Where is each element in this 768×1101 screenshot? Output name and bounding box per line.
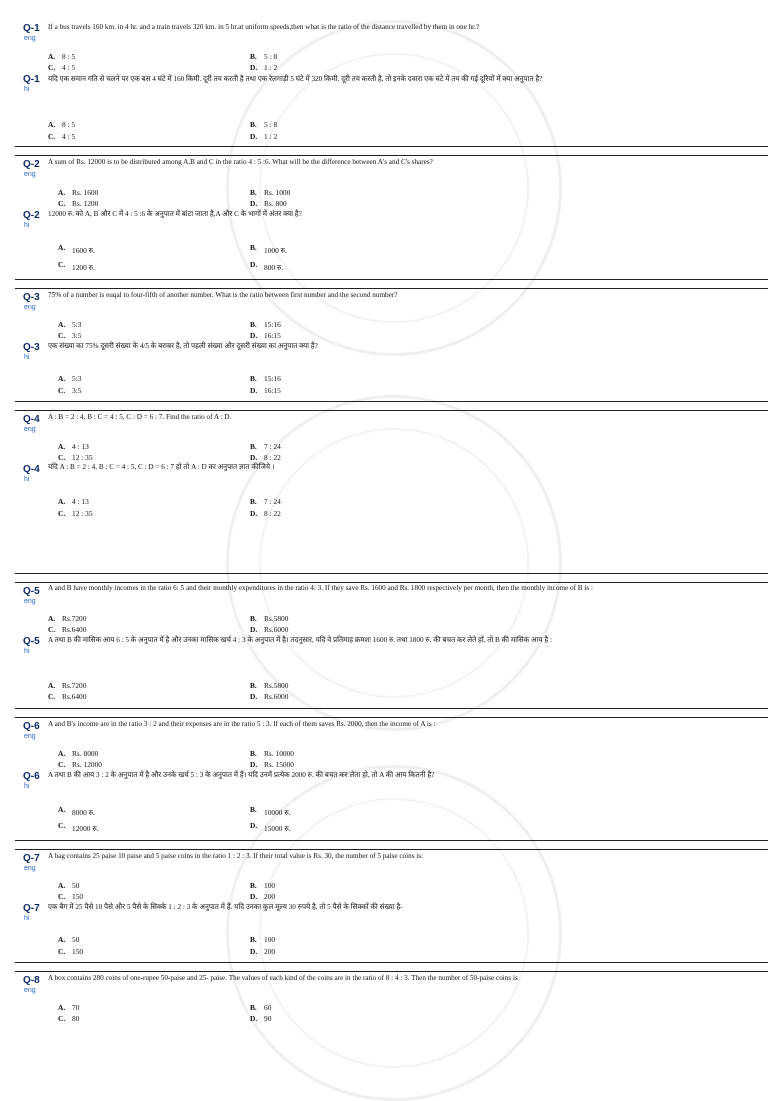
option-c[interactable] bbox=[58, 199, 98, 208]
question-number: Q-6 bbox=[23, 771, 40, 782]
option-key: A. bbox=[48, 52, 56, 61]
option-key: D. bbox=[250, 386, 258, 395]
option-text: 8 : 5 bbox=[62, 52, 76, 61]
option-c[interactable] bbox=[58, 1014, 79, 1023]
divider bbox=[15, 146, 768, 147]
question-text: A box contains 280 coins of one-rupee 50-paise and 25- paise. The values of each kind of the coins are in the ratio of 8 : 4 : 3. Then the number of 50-paise coins is bbox=[48, 974, 518, 982]
option-text: Rs.6400 bbox=[62, 692, 87, 701]
divider bbox=[15, 708, 768, 709]
option-a[interactable] bbox=[58, 1003, 79, 1012]
option-text: Rs.7200 bbox=[62, 614, 87, 623]
divider bbox=[15, 717, 768, 718]
option-a[interactable] bbox=[58, 935, 79, 944]
option-b[interactable] bbox=[250, 374, 281, 383]
option-b[interactable] bbox=[250, 52, 277, 61]
question-text: If a bus travels 160 km. in 4 hr. and a train travels 320 km. in 5 hr.at uniform speeds,then what is the ratio of the distance travelled by them in one hr.? bbox=[48, 23, 480, 31]
option-d[interactable] bbox=[250, 625, 288, 634]
question-number: Q-3 bbox=[23, 342, 40, 353]
option-text: 800 रु. bbox=[264, 263, 284, 272]
option-key: B. bbox=[250, 442, 257, 451]
option-a[interactable] bbox=[58, 881, 79, 890]
option-text: Rs. 1200 bbox=[72, 199, 99, 208]
option-a[interactable] bbox=[58, 497, 89, 506]
option-b[interactable] bbox=[250, 1003, 271, 1012]
option-text: 90 bbox=[264, 1014, 272, 1023]
option-text: 70 bbox=[72, 1003, 80, 1012]
question-text: A and B have monthly incomes in the ratio 6: 5 and their monthly expenditures in the ratio 4: 3. If they save Rs. 1600 and Rs. 1800 respectively per month, then the monthly income of B is : bbox=[48, 584, 593, 592]
option-key: B. bbox=[250, 935, 257, 944]
option-key: C. bbox=[58, 453, 66, 462]
language-tag: eng bbox=[24, 35, 36, 42]
option-text: Rs. 1000 bbox=[264, 188, 291, 197]
question-text-hindi: 12000 रु. को A, B और C में 4 : 5 :6 के अनुपात में बांटा जाता है,A और C के भागों में अंतर क्या है? bbox=[48, 210, 302, 218]
option-key: D. bbox=[250, 821, 258, 830]
option-a[interactable] bbox=[58, 442, 89, 451]
option-text: Rs.7200 bbox=[62, 681, 87, 690]
option-c[interactable] bbox=[58, 386, 81, 395]
language-tag: eng bbox=[24, 426, 36, 433]
option-text: 8 : 22 bbox=[264, 509, 281, 518]
option-b[interactable] bbox=[250, 188, 290, 197]
option-b[interactable] bbox=[250, 497, 281, 506]
option-key: C. bbox=[58, 260, 66, 269]
option-text: 8 : 22 bbox=[264, 453, 281, 462]
option-a[interactable] bbox=[58, 188, 98, 197]
language-tag: hi bbox=[24, 783, 30, 790]
option-key: C. bbox=[58, 386, 66, 395]
language-tag: eng bbox=[24, 987, 36, 994]
option-text: 15:16 bbox=[264, 374, 281, 383]
option-key: A. bbox=[58, 881, 66, 890]
option-text: 100 bbox=[264, 881, 276, 890]
language-tag: eng bbox=[24, 304, 36, 311]
option-c[interactable] bbox=[48, 63, 75, 72]
option-a[interactable] bbox=[58, 243, 95, 255]
option-text: 3:5 bbox=[72, 386, 82, 395]
option-key: D. bbox=[250, 760, 258, 769]
option-key: A. bbox=[58, 935, 66, 944]
question-text: 75% of a number is euqal to four-fifth of another number. What is the ratio between first number and the second number? bbox=[48, 291, 398, 299]
option-key: B. bbox=[250, 749, 257, 758]
option-text: 8 : 5 bbox=[62, 120, 76, 129]
option-text: 5 : 8 bbox=[264, 120, 278, 129]
divider bbox=[15, 401, 768, 402]
option-key: C. bbox=[58, 509, 66, 518]
option-a[interactable] bbox=[58, 374, 81, 383]
question-text-hindi: A तथा B की आय 3 : 2 के अनुपात में है और उनके खर्च 5 : 3 के अनुपात में हैं। यदि उनमें प्रत्येक 2000 रु. की बचत कर लेता हो, तो A की आय कितनी है? bbox=[48, 771, 435, 779]
option-b[interactable] bbox=[250, 614, 288, 623]
option-text: 150 bbox=[72, 892, 84, 901]
option-key: B. bbox=[250, 614, 257, 623]
option-key: B. bbox=[250, 243, 257, 252]
option-key: B. bbox=[250, 188, 257, 197]
language-tag: hi bbox=[24, 222, 30, 229]
question-number: Q-4 bbox=[23, 414, 40, 425]
option-text: Rs. 800 bbox=[264, 199, 287, 208]
option-text: 1200 रु. bbox=[72, 263, 95, 272]
option-key: A. bbox=[58, 374, 66, 383]
option-key: C. bbox=[58, 947, 66, 956]
question-number: Q-3 bbox=[23, 292, 40, 303]
language-tag: eng bbox=[24, 171, 36, 178]
option-b[interactable] bbox=[250, 120, 277, 129]
question-text-hindi: यदि एक समान गति से चलने पर एक बस 4 घंटे में 160 किमी. दूरी तय करती है तथा एक रेलगाड़ी 5 घंटे में 320 किमी. दूरी तय करती है, तो इनके दवारा एक घंटे में तय की गई दूरियों में क्या अनुपात है? bbox=[48, 75, 543, 83]
option-text: Rs. 12000 bbox=[72, 760, 102, 769]
option-key: C. bbox=[58, 1014, 66, 1023]
option-key: A. bbox=[48, 120, 56, 129]
question-text-hindi: एक बैग में 25 पैसे 10 पैसे और 5 पैसे के सिक्के 1 : 2 : 3 के अनुपात में हैं. यदि उनका कुल मूल्य 30 रुपये है, तो 5 पैसे के सिक्कों की संख्या है- bbox=[48, 903, 403, 911]
option-a[interactable] bbox=[48, 52, 75, 61]
option-key: B. bbox=[250, 1003, 257, 1012]
option-key: B. bbox=[250, 805, 257, 814]
option-key: B. bbox=[250, 497, 257, 506]
option-d[interactable] bbox=[250, 947, 275, 956]
option-text: 1000 रु. bbox=[264, 246, 287, 255]
option-text: 50 bbox=[72, 935, 80, 944]
option-text: 1 : 2 bbox=[264, 63, 278, 72]
option-key: B. bbox=[250, 320, 257, 329]
language-tag: hi bbox=[24, 86, 30, 93]
option-key: C. bbox=[48, 625, 56, 634]
divider bbox=[15, 410, 768, 411]
language-tag: hi bbox=[24, 648, 30, 655]
option-a[interactable] bbox=[48, 120, 75, 129]
option-c[interactable] bbox=[58, 509, 93, 518]
question-number: Q-7 bbox=[23, 853, 40, 864]
option-key: D. bbox=[250, 947, 258, 956]
option-b[interactable] bbox=[250, 442, 281, 451]
option-text: 4 : 5 bbox=[62, 63, 76, 72]
question-number: Q-2 bbox=[23, 210, 40, 221]
option-d[interactable] bbox=[250, 386, 281, 395]
option-text: 150 bbox=[72, 947, 84, 956]
option-text: Rs. 8000 bbox=[72, 749, 99, 758]
option-key: C. bbox=[48, 63, 56, 72]
option-key: C. bbox=[58, 199, 66, 208]
option-text: Rs.5800 bbox=[264, 681, 289, 690]
option-text: 12 : 35 bbox=[72, 453, 93, 462]
question-text: A : B = 2 : 4, B : C = 4 : 5, C : D = 6 : 7. Find the ratio of A : D. bbox=[48, 413, 232, 421]
question-text: A and B's income are in the ratio 3 : 2 and their expenses are in the ratio 5 : 3. If each of them saves Rs. 2000, then the income of A is : bbox=[48, 720, 436, 728]
option-b[interactable] bbox=[250, 749, 294, 758]
option-key: A. bbox=[58, 188, 66, 197]
option-d[interactable] bbox=[250, 692, 288, 701]
divider bbox=[15, 155, 768, 156]
divider bbox=[15, 849, 768, 850]
option-text: 200 bbox=[264, 892, 276, 901]
option-text: 5:3 bbox=[72, 320, 82, 329]
option-key: D. bbox=[250, 509, 258, 518]
option-d[interactable] bbox=[250, 63, 277, 72]
option-key: D. bbox=[250, 260, 258, 269]
option-text: 80 bbox=[72, 1014, 80, 1023]
option-text: 4 : 13 bbox=[72, 497, 89, 506]
language-tag: hi bbox=[24, 476, 30, 483]
question-number: Q-1 bbox=[23, 74, 40, 85]
option-b[interactable] bbox=[250, 805, 291, 817]
option-text: 16:15 bbox=[264, 386, 281, 395]
question-text: A bag contains 25 paise 10 paise and 5 paise coins in the ratio 1 : 2 : 3. If their total value is Rs. 30, the number of 5 paise coins is: bbox=[48, 852, 424, 860]
option-text: 7 : 24 bbox=[264, 497, 281, 506]
option-text: 1 : 2 bbox=[264, 132, 278, 141]
option-text: 50 bbox=[72, 881, 80, 890]
question-text-hindi: A तथा B की मासिक आय 6 : 5 के अनुपात में है और उनका मासिक खर्च 4 : 3 के अनुपात में है। तदनुसार, यदि वे प्रतिमाह क्रमशः 1600 रु. तथा 1800 रु. की बचत कर लेते हों, तो B की मासिक आय है : bbox=[48, 636, 552, 644]
question-number: Q-7 bbox=[23, 903, 40, 914]
option-key: D. bbox=[250, 892, 258, 901]
question-number: Q-1 bbox=[23, 23, 40, 34]
divider bbox=[15, 573, 768, 574]
option-text: 12000 रु. bbox=[72, 824, 99, 833]
option-key: B. bbox=[250, 881, 257, 890]
option-key: A. bbox=[58, 320, 66, 329]
option-c[interactable] bbox=[58, 947, 83, 956]
option-a[interactable] bbox=[58, 320, 81, 329]
option-text: 16:15 bbox=[264, 331, 281, 340]
option-key: B. bbox=[250, 681, 257, 690]
divider bbox=[15, 279, 768, 280]
option-c[interactable] bbox=[48, 692, 86, 701]
option-text: 10000 रु. bbox=[264, 808, 291, 817]
option-a[interactable] bbox=[58, 749, 98, 758]
option-a[interactable] bbox=[48, 614, 86, 623]
option-key: D. bbox=[250, 63, 258, 72]
option-d[interactable] bbox=[250, 1014, 271, 1023]
option-key: A. bbox=[58, 442, 66, 451]
question-number: Q-5 bbox=[23, 636, 40, 647]
option-key: C. bbox=[58, 892, 66, 901]
option-text: 3:5 bbox=[72, 331, 82, 340]
language-tag: hi bbox=[24, 915, 30, 922]
question-number: Q-4 bbox=[23, 464, 40, 475]
option-d[interactable] bbox=[250, 132, 277, 141]
divider bbox=[15, 962, 768, 963]
option-text: Rs.6000 bbox=[264, 692, 289, 701]
option-text: 1600 रु. bbox=[72, 246, 95, 255]
option-b[interactable] bbox=[250, 243, 287, 255]
option-key: D. bbox=[250, 692, 258, 701]
option-key: C. bbox=[58, 821, 66, 830]
option-text: Rs. 10000 bbox=[264, 749, 294, 758]
option-text: Rs.5800 bbox=[264, 614, 289, 623]
option-text: 100 bbox=[264, 935, 276, 944]
option-key: A. bbox=[58, 497, 66, 506]
language-tag: eng bbox=[24, 865, 36, 872]
option-key: A. bbox=[58, 749, 66, 758]
option-c[interactable] bbox=[48, 625, 86, 634]
option-a[interactable] bbox=[48, 681, 86, 690]
divider bbox=[15, 840, 768, 841]
option-text: 12 : 35 bbox=[72, 509, 93, 518]
option-key: A. bbox=[58, 243, 66, 252]
option-c[interactable] bbox=[58, 760, 102, 769]
option-key: C. bbox=[58, 760, 66, 769]
option-c[interactable] bbox=[58, 260, 95, 272]
option-text: Rs. 15000 bbox=[264, 760, 294, 769]
question-number: Q-2 bbox=[23, 159, 40, 170]
option-key: B. bbox=[250, 374, 257, 383]
option-b[interactable] bbox=[250, 681, 288, 690]
option-key: C. bbox=[48, 692, 56, 701]
question-text-hindi: यदि A : B = 2 : 4, B : C = 4 : 5, C : D = 6 : 7 हो तो A : D का अनुपात ज्ञात कीजिये । bbox=[48, 463, 275, 471]
option-text: Rs. 1600 bbox=[72, 188, 99, 197]
option-key: D. bbox=[250, 625, 258, 634]
option-c[interactable] bbox=[58, 331, 81, 340]
option-a[interactable] bbox=[58, 805, 95, 817]
option-text: 15000 रु. bbox=[264, 824, 291, 833]
option-key: D. bbox=[250, 199, 258, 208]
option-text: 5 : 8 bbox=[264, 52, 278, 61]
question-text: A sum of Rs. 12000 is to be distributed among A,B and C in the ratio 4 : 5 :6. What will be the difference between A's and C's shares? bbox=[48, 158, 433, 166]
option-key: D. bbox=[250, 132, 258, 141]
option-c[interactable] bbox=[58, 892, 83, 901]
option-key: A. bbox=[48, 614, 56, 623]
option-key: D. bbox=[250, 331, 258, 340]
option-key: A. bbox=[48, 681, 56, 690]
question-number: Q-8 bbox=[23, 975, 40, 986]
option-text: 7 : 24 bbox=[264, 442, 281, 451]
option-b[interactable] bbox=[250, 881, 275, 890]
option-text: 4 : 13 bbox=[72, 442, 89, 451]
language-tag: eng bbox=[24, 598, 36, 605]
option-key: C. bbox=[58, 331, 66, 340]
option-key: C. bbox=[48, 132, 56, 141]
option-key: B. bbox=[250, 52, 257, 61]
option-d[interactable] bbox=[250, 821, 291, 833]
option-key: A. bbox=[58, 1003, 66, 1012]
option-d[interactable] bbox=[250, 760, 294, 769]
option-key: A. bbox=[58, 805, 66, 814]
option-text: 4 : 5 bbox=[62, 132, 76, 141]
option-b[interactable] bbox=[250, 320, 281, 329]
option-text: 5:3 bbox=[72, 374, 82, 383]
divider bbox=[15, 288, 768, 289]
question-text-hindi: एक संख्या का 75% दूसरी संख्या के 4/5 के बराबर है, तो पहली संख्या और दूसरी संख्या का अनुपात क्या है? bbox=[48, 342, 318, 350]
option-text: Rs.6000 bbox=[264, 625, 289, 634]
question-number: Q-6 bbox=[23, 721, 40, 732]
divider bbox=[15, 971, 768, 972]
option-text: 8000 रु. bbox=[72, 808, 95, 817]
language-tag: hi bbox=[24, 354, 30, 361]
option-d[interactable] bbox=[250, 199, 287, 208]
option-text: 60 bbox=[264, 1003, 272, 1012]
question-number: Q-5 bbox=[23, 586, 40, 597]
option-d[interactable] bbox=[250, 260, 283, 272]
option-key: D. bbox=[250, 1014, 258, 1023]
option-d[interactable] bbox=[250, 331, 281, 340]
option-key: B. bbox=[250, 120, 257, 129]
option-d[interactable] bbox=[250, 509, 281, 518]
option-text: 15:16 bbox=[264, 320, 281, 329]
option-c[interactable] bbox=[48, 132, 75, 141]
option-d[interactable] bbox=[250, 453, 281, 462]
option-text: 200 bbox=[264, 947, 276, 956]
option-b[interactable] bbox=[250, 935, 275, 944]
option-c[interactable] bbox=[58, 821, 99, 833]
option-c[interactable] bbox=[58, 453, 93, 462]
option-key: D. bbox=[250, 453, 258, 462]
option-text: Rs.6400 bbox=[62, 625, 87, 634]
language-tag: eng bbox=[24, 733, 36, 740]
option-d[interactable] bbox=[250, 892, 275, 901]
